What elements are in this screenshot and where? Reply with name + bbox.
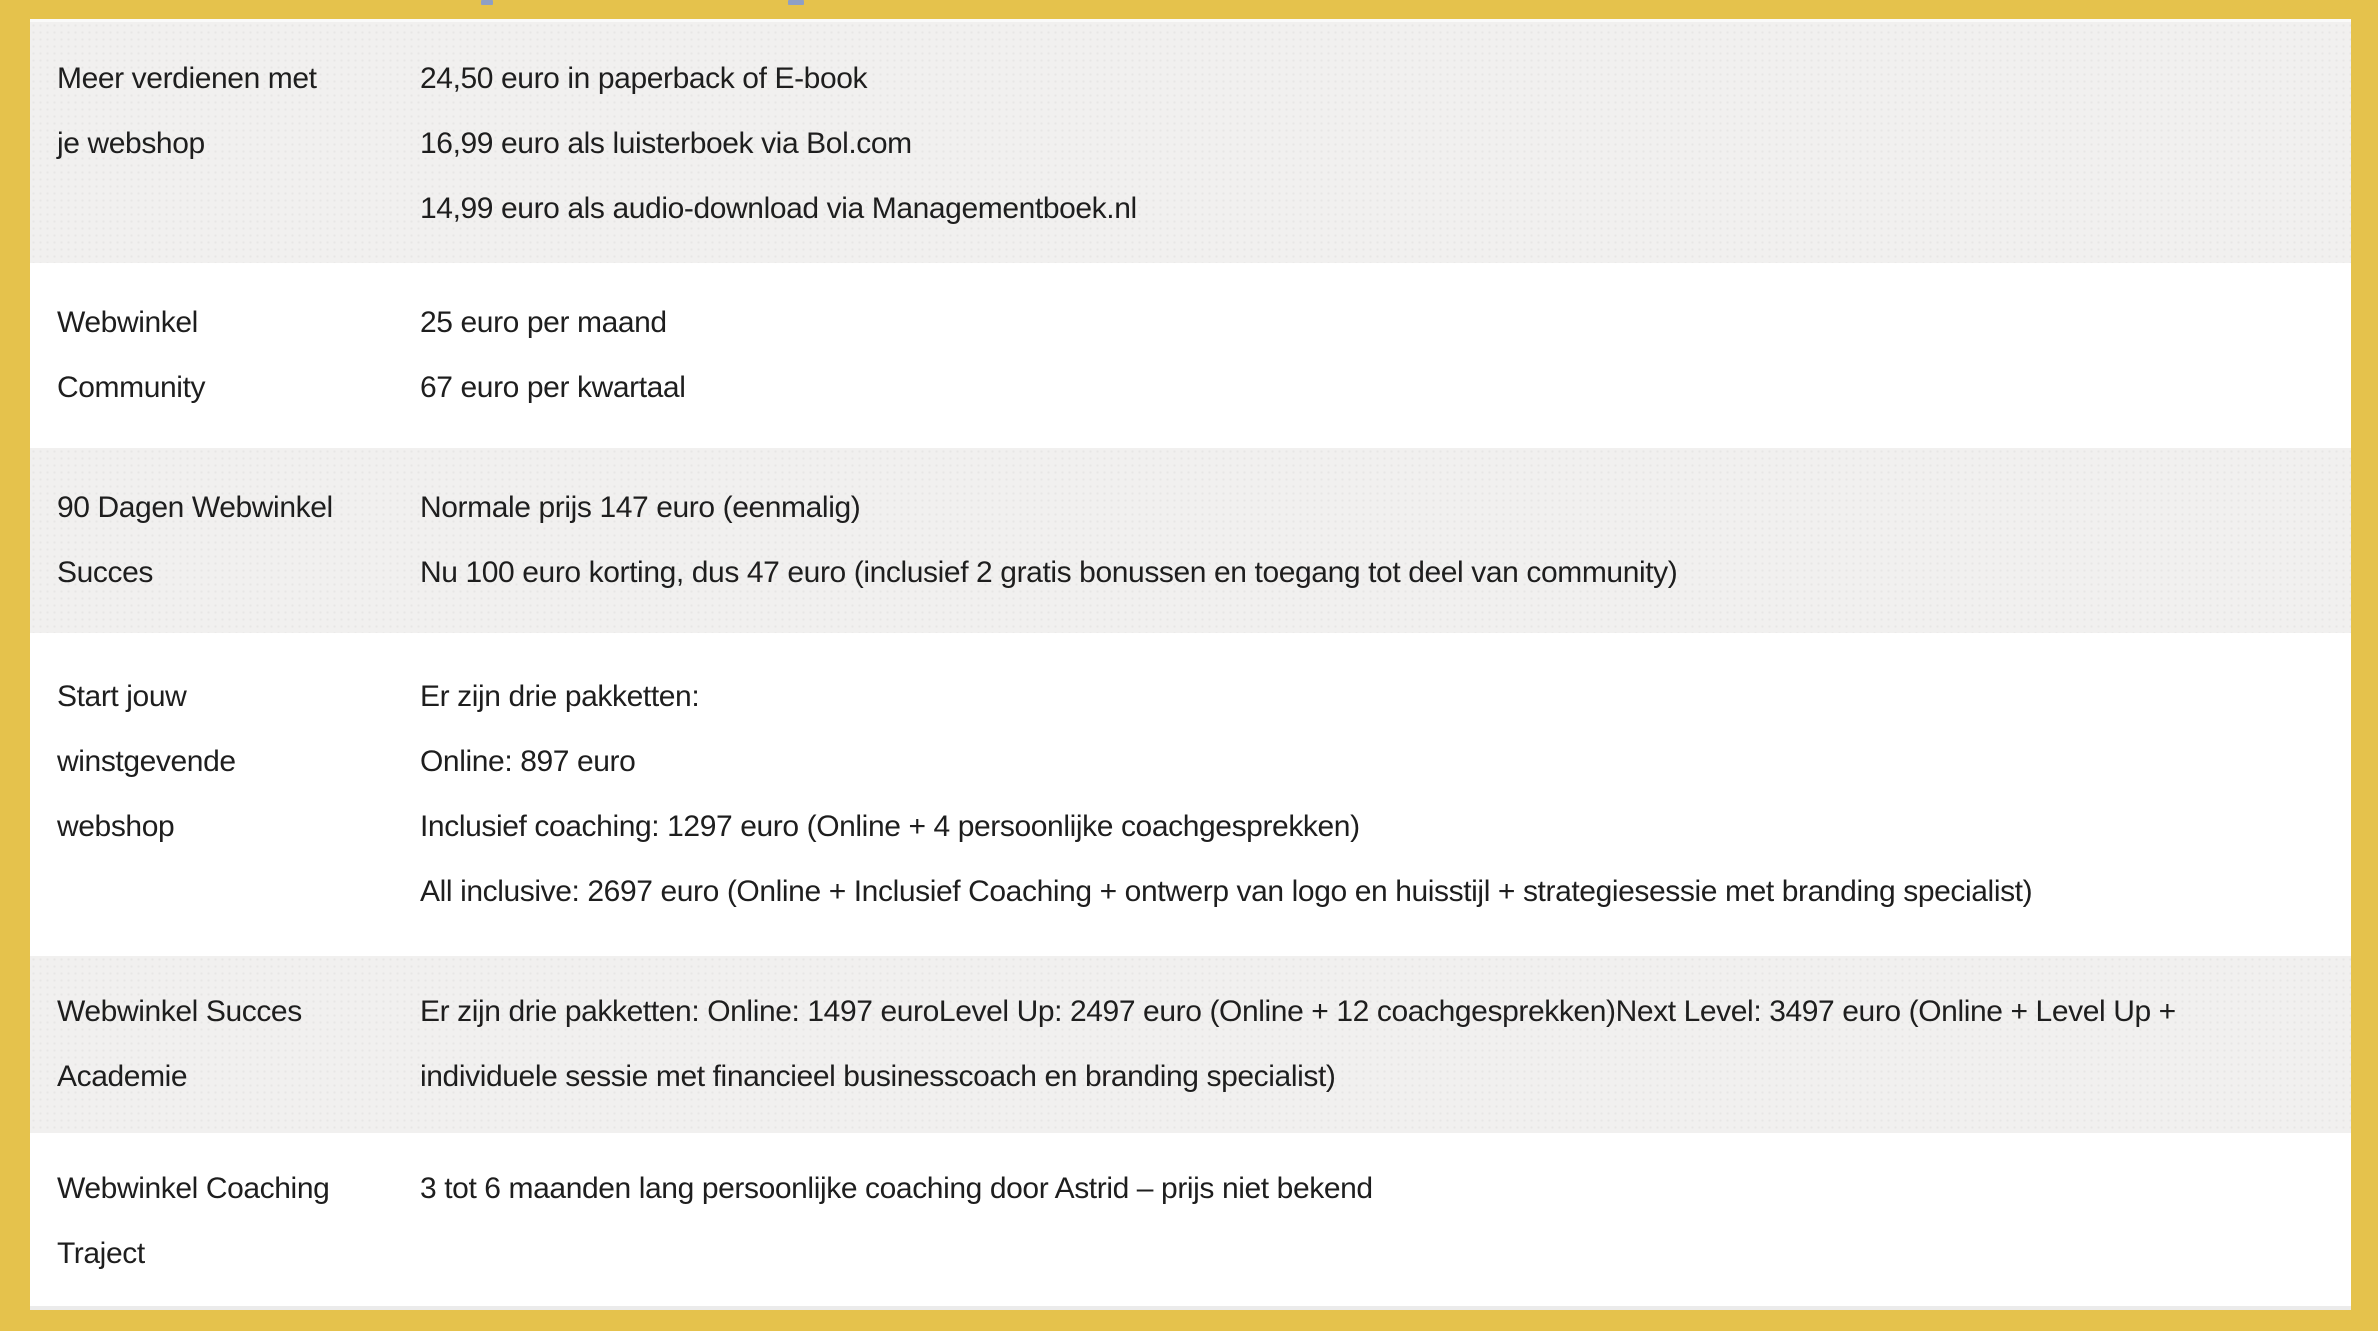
table-row	[30, 19, 2351, 263]
content-line: Nu 100 euro korting, dus 47 euro (inclusief 2 gratis bonussen en toegang tot deel van community)	[420, 556, 1678, 589]
row-label	[30, 664, 420, 859]
label-line: Traject	[57, 1237, 145, 1270]
label-line: webshop	[57, 810, 175, 843]
content-line: 24,50 euro in paperback of E-book	[420, 62, 868, 95]
content-line: 67 euro per kwartaal	[420, 371, 686, 404]
table-row	[30, 633, 2351, 956]
label-line: Start jouw	[57, 680, 187, 713]
row-content	[420, 475, 2351, 605]
label-line: Webwinkel	[57, 306, 198, 339]
label-line: je webshop	[57, 127, 205, 160]
row-label	[30, 979, 420, 1109]
table-row	[30, 263, 2351, 448]
label-line: Community	[57, 371, 206, 404]
row-content	[420, 290, 2351, 420]
content-line: Online: 897 euro	[420, 745, 636, 778]
cropped-text-artifact	[788, 0, 804, 5]
label-line: Webwinkel Coaching	[57, 1172, 330, 1205]
content-line: Er zijn drie pakketten:	[420, 680, 700, 713]
content-line: Normale prijs 147 euro (eenmalig)	[420, 491, 861, 524]
content-line: 3 tot 6 maanden lang persoonlijke coaching door Astrid – prijs niet bekend	[420, 1172, 1373, 1205]
content-line: 25 euro per maand	[420, 306, 667, 339]
content-line: Inclusief coaching: 1297 euro (Online + 4 persoonlijke coachgesprekken)	[420, 810, 1360, 843]
content-line: 16,99 euro als luisterboek via Bol.com	[420, 127, 912, 160]
content-line: All inclusive: 2697 euro (Online + Inclusief Coaching + ontwerp van logo en huisstijl + strategiesessie met branding specialist)	[420, 875, 2033, 908]
table-row	[30, 956, 2351, 1133]
row-label	[30, 46, 420, 176]
table-row	[30, 448, 2351, 633]
label-line: Succes	[57, 556, 153, 589]
row-content	[420, 46, 2351, 241]
content-line: 14,99 euro als audio-download via Managementboek.nl	[420, 192, 1137, 225]
pricing-table	[30, 19, 2351, 1310]
row-label	[30, 475, 420, 605]
row-content	[420, 979, 2351, 1109]
content-line: Er zijn drie pakketten: Online: 1497 euroLevel Up: 2497 euro (Online + 12 coachgesprekken)Next Level: 3497 euro (Online + Level Up + individuele sessie met financieel businesscoach en branding specialist)	[420, 995, 2176, 1093]
row-content	[420, 664, 2351, 924]
label-line: winstgevende	[57, 745, 236, 778]
label-line: Meer verdienen met	[57, 62, 317, 95]
label-line: 90 Dagen Webwinkel	[57, 491, 333, 524]
row-content	[420, 1156, 2351, 1221]
label-line: Webwinkel Succes	[57, 995, 302, 1028]
row-label	[30, 290, 420, 420]
table-row	[30, 1133, 2351, 1310]
row-label	[30, 1156, 420, 1286]
label-line: Academie	[57, 1060, 188, 1093]
cropped-text-artifact	[481, 0, 493, 5]
